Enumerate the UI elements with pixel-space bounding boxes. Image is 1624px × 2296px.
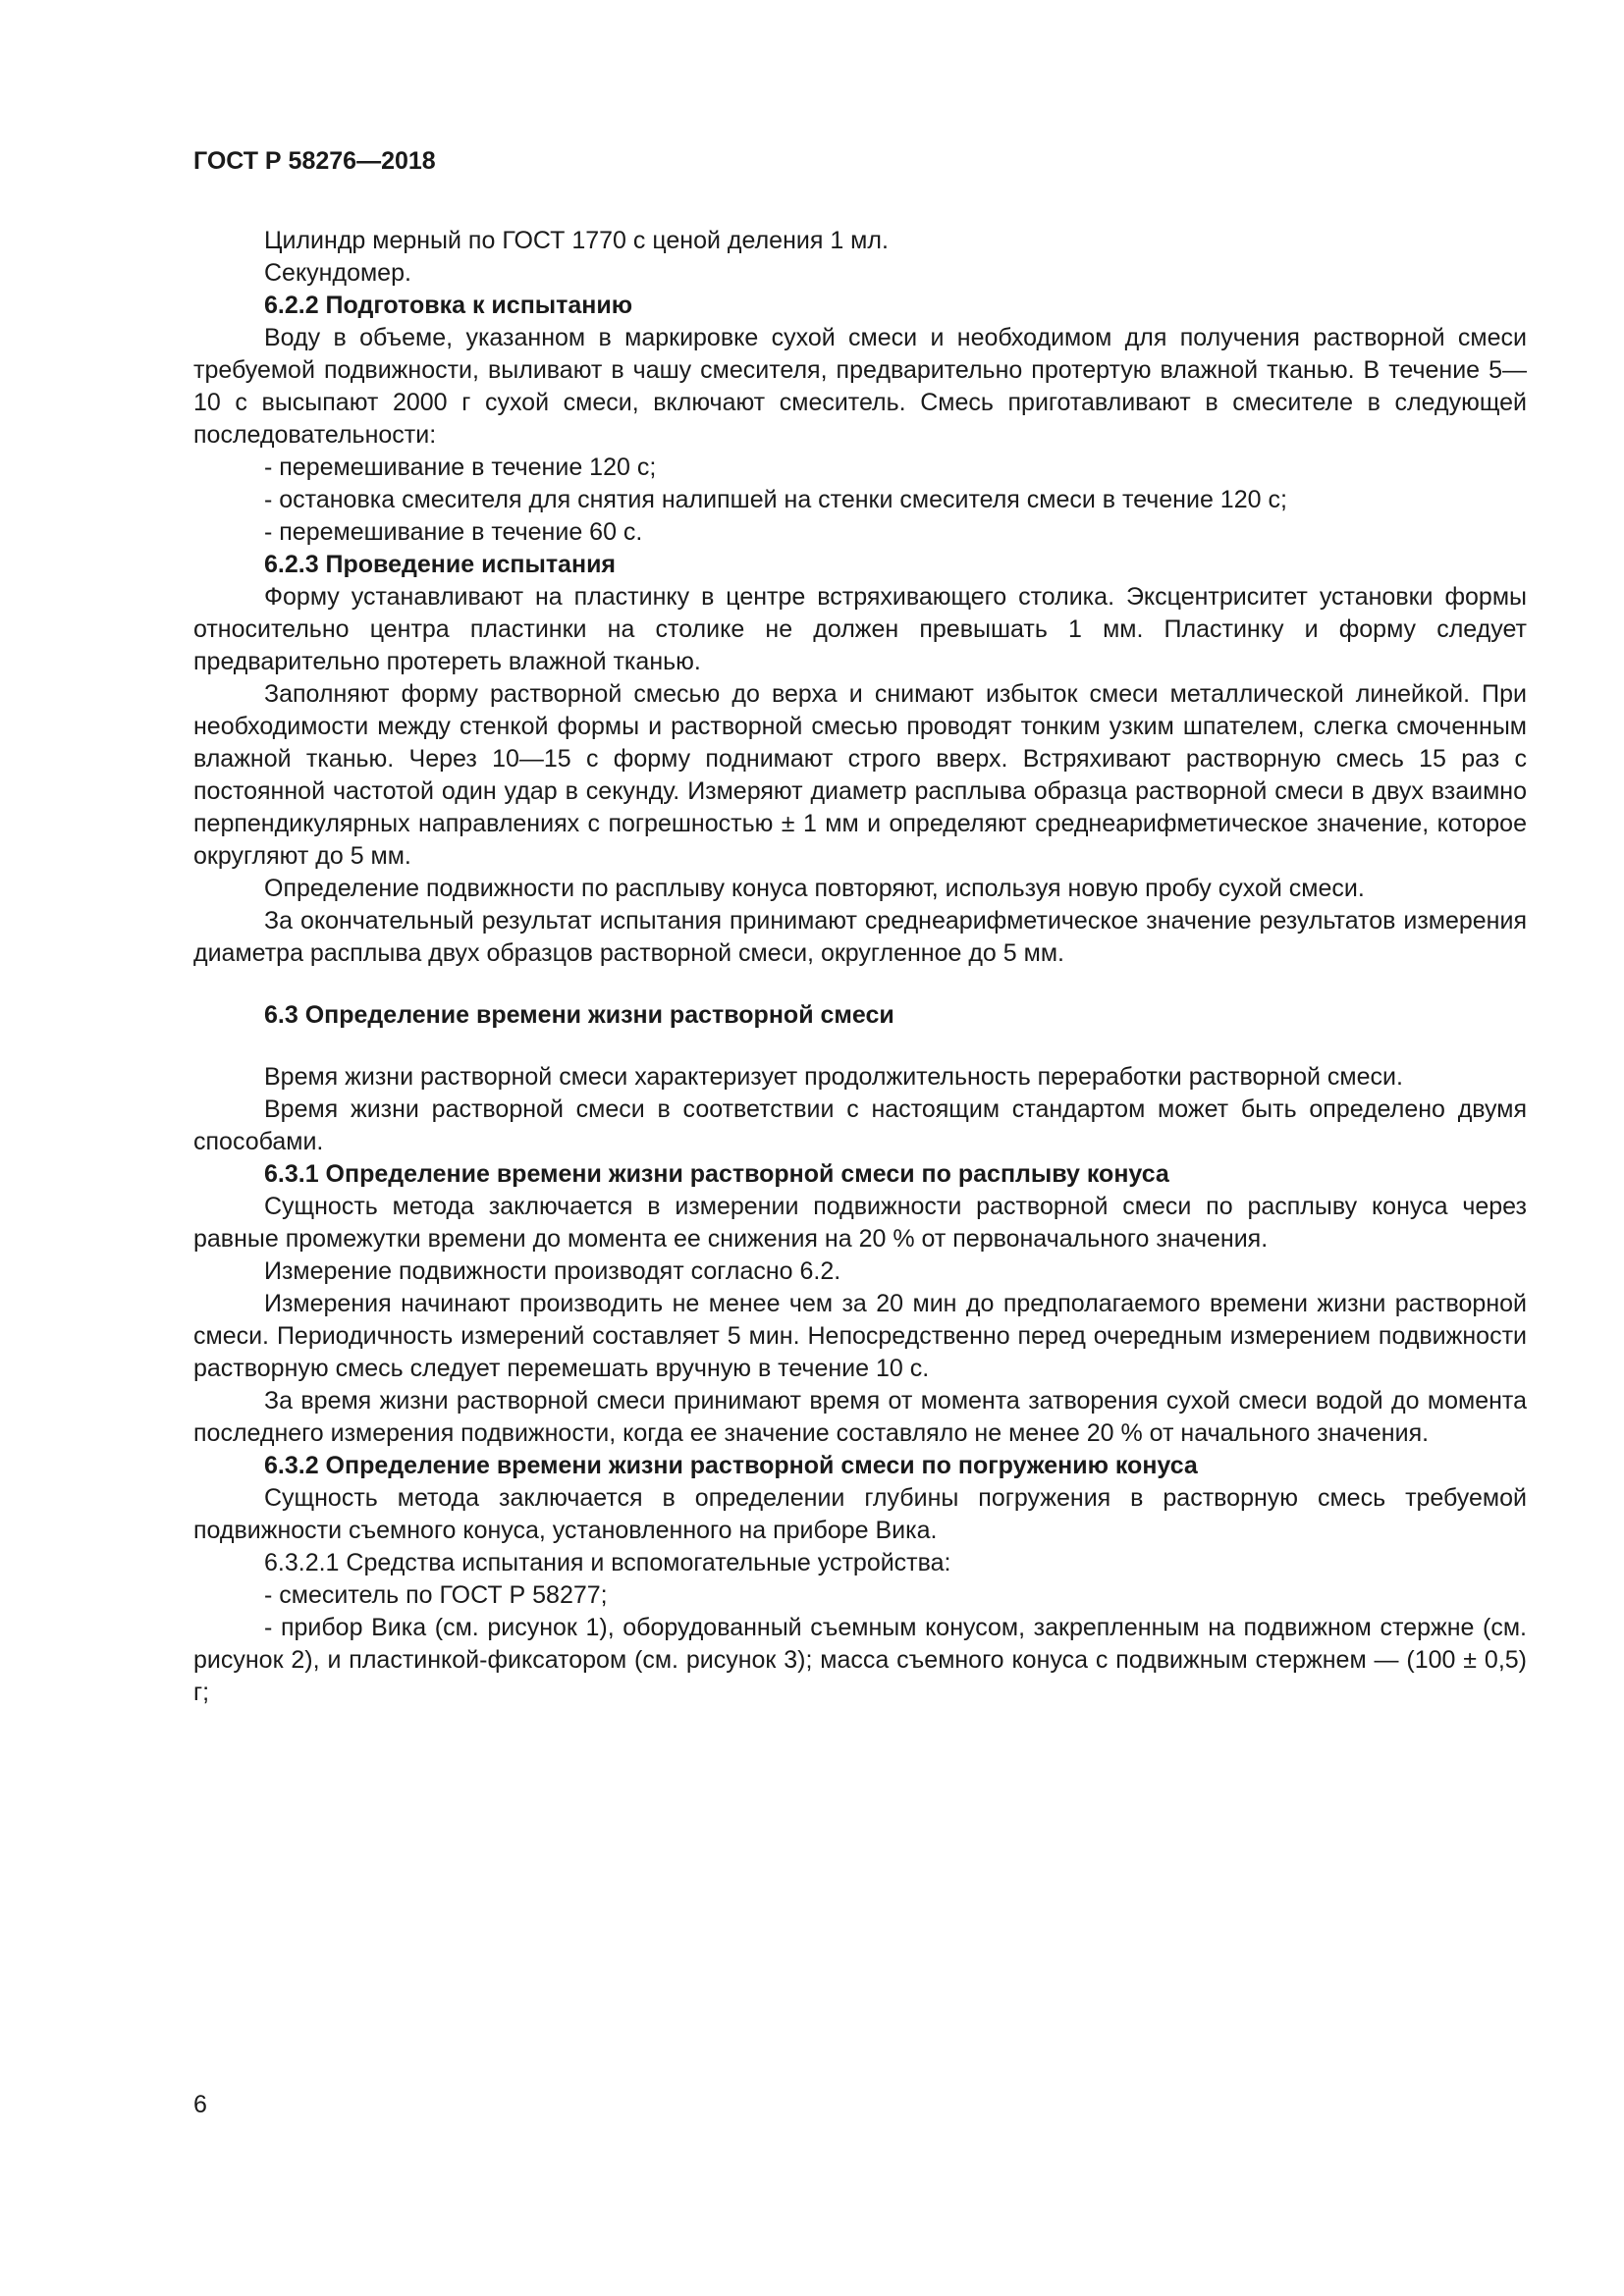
- section-heading-6-3-2: 6.3.2 Определение времени жизни растворной смеси по погружению конуса: [264, 1452, 1198, 1479]
- paragraph: Сущность метода заключается в определении глубины погружения в растворную смесь требуемой подвижности съемного конуса, установленного на приборе Вика.: [193, 1484, 1527, 1544]
- list-item: - смеситель по ГОСТ Р 58277;: [264, 1581, 608, 1609]
- paragraph: Заполняют форму растворной смесью до верха и снимают избыток смеси металлической линейкой. При необходимости между стенкой формы и растворной смесью проводят тонким узким шпателем, слегка смоченным влажной тканью. Через 10—15 с форму поднимают строго вверх. Встряхивают растворную смесь 15 раз с постоянной частотой один удар в секунду. Измеряют диаметр расплыва образца растворной смеси в двух взаимно перпендикулярных направлениях с погрешностью ± 1 мм и определяют среднеарифметическое значение, которое округляют до 5 мм.: [193, 680, 1527, 870]
- list-item: - прибор Вика (см. рисунок 1), оборудованный съемным конусом, закрепленным на подвижном стержне (см. рисунок 2), и пластинкой-фиксатором (см. рисунок 3); масса съемного конуса с подвижным стержнем — (100 ± 0,5) г;: [193, 1614, 1527, 1706]
- paragraph: Измерения начинают производить не менее чем за 20 мин до предполагаемого времени жизни растворной смеси. Периодичность измерений составляет 5 мин. Непосредственно перед очередным измерением подвижности растворную смесь следует перемешать вручную в течение 10 с.: [193, 1290, 1527, 1382]
- document-body: [193, 225, 1527, 1709]
- paragraph: За окончательный результат испытания принимают среднеарифметическое значение результатов измерения диаметра расплыва двух образцов растворной смеси, округленное до 5 мм.: [193, 907, 1527, 967]
- paragraph: Воду в объеме, указанном в маркировке сухой смеси и необходимом для получения растворной смеси требуемой подвижности, выливают в чашу смесителя, предварительно протертую влажной тканью. В течение 5—10 с высыпают 2000 г сухой смеси, включают смеситель. Смесь приготавливают в смесителе в следующей последовательности:: [193, 324, 1527, 449]
- paragraph: Измерение подвижности производят согласно 6.2.: [264, 1257, 841, 1285]
- list-item: - перемешивание в течение 120 с;: [264, 454, 657, 481]
- paragraph: Цилиндр мерный по ГОСТ 1770 с ценой деления 1 мл.: [264, 227, 889, 254]
- list-item: - перемешивание в течение 60 с.: [264, 518, 643, 546]
- document-header: ГОСТ Р 58276—2018: [193, 147, 436, 175]
- paragraph: Сущность метода заключается в измерении подвижности растворной смеси по расплыву конуса через равные промежутки времени до момента ее снижения на 20 % от первоначального значения.: [193, 1193, 1527, 1253]
- section-heading-6-3: 6.3 Определение времени жизни растворной смеси: [264, 1001, 894, 1029]
- page-number: 6: [193, 2091, 207, 2118]
- section-heading-6-2-3: 6.2.3 Проведение испытания: [264, 551, 617, 578]
- paragraph: Форму устанавливают на пластинку в центре встряхивающего столика. Эксцентриситет установки формы относительно центра пластинки на столике не должен превышать 1 мм. Пластинку и форму следует предварительно протереть влажной тканью.: [193, 583, 1527, 675]
- section-heading-6-2-2: 6.2.2 Подготовка к испытанию: [264, 292, 633, 319]
- paragraph: Секундомер.: [264, 259, 411, 287]
- paragraph: Время жизни растворной смеси в соответствии с настоящим стандартом может быть определено двумя способами.: [193, 1095, 1527, 1155]
- paragraph: За время жизни растворной смеси принимают время от момента затворения сухой смеси водой до момента последнего измерения подвижности, когда ее значение составляло не менее 20 % от начального значения.: [193, 1387, 1527, 1447]
- paragraph: Время жизни растворной смеси характеризует продолжительность переработки растворной смеси.: [264, 1063, 1403, 1091]
- list-item: - остановка смесителя для снятия налипшей на стенки смесителя смеси в течение 120 с;: [264, 486, 1287, 513]
- paragraph: Определение подвижности по расплыву конуса повторяют, используя новую пробу сухой смеси.: [264, 875, 1365, 902]
- section-heading-6-3-1: 6.3.1 Определение времени жизни растворной смеси по расплыву конуса: [264, 1160, 1169, 1188]
- paragraph: 6.3.2.1 Средства испытания и вспомогательные устройства:: [264, 1549, 951, 1576]
